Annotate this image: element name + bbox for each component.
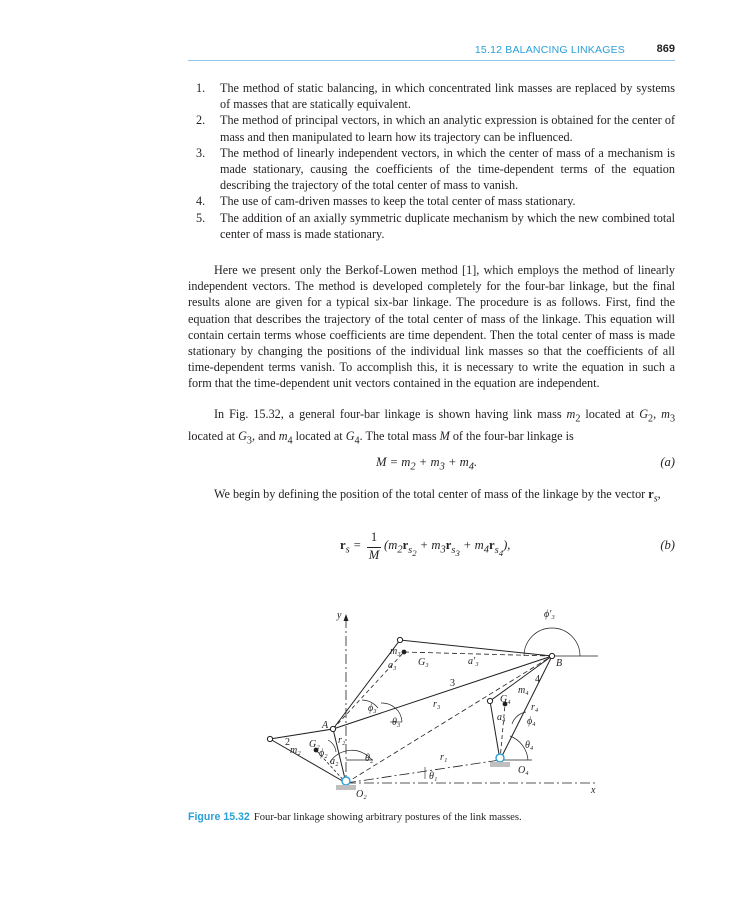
label-r3: r₃ — [433, 699, 441, 710]
caption-label: Figure 15.32 — [188, 811, 250, 823]
label-A: A — [322, 720, 329, 731]
paragraph-vector-def: We begin by defining the position of the total center of mass of the linkage by the vector $r_s$, — [214, 487, 661, 505]
label-r4: r₄ — [531, 702, 539, 713]
label-m2: m₂ — [290, 745, 301, 756]
link-4 — [490, 656, 552, 760]
equation-tag: (a) — [660, 455, 675, 469]
diagonal-dashed — [346, 656, 552, 783]
list-item: 2. The method of principal vectors, in which an analytic expression is obtained for the center of mass and then manipulated to learn how its trajectory can be influenced. — [196, 113, 675, 144]
label-O4: O₄ — [518, 765, 529, 776]
label-y: y — [337, 610, 342, 621]
paragraph-fig-intro: In Fig. 15.32, a general four-bar linkage is shown having link mass $m_2$ located at $G_2$, $m_3$ located at $G_3$, and $m_4$ located at $G_4$. The total mass M of the four-bar linkage is — [188, 407, 676, 447]
label-phi2: ϕ₂ — [319, 748, 328, 759]
list-item: 5. The addition of an axially symmetric duplicate mechanism by which the new combined total center of mass is made stationary. — [196, 210, 675, 241]
ground-O4 — [490, 762, 510, 767]
joint-link4 — [487, 698, 492, 703]
joint-top — [397, 637, 402, 642]
joint-left — [267, 736, 272, 741]
arc-phi2 — [328, 740, 336, 752]
section-title: 15.12 BALANCING LINKAGES — [474, 44, 625, 56]
label-G4: G₄ — [500, 694, 511, 705]
label-G2: G₂ — [309, 739, 320, 750]
label-theta4: θ₄ — [525, 740, 534, 751]
label-a2: a₂ — [330, 756, 339, 767]
label-a4: a₄ — [497, 712, 506, 723]
y-axis-arrow — [344, 614, 349, 621]
label-theta3: θ₃ — [392, 717, 401, 728]
pivot-O2 — [342, 777, 350, 785]
label-phi3: ϕ₃ — [368, 703, 377, 714]
label-m3: m₃ — [390, 646, 401, 657]
list-item: 1. The method of static balancing, in which concentrated link masses are replaced by systems of masses that are statically equivalent. — [196, 81, 675, 112]
label-a3-prime: a′₃ — [468, 656, 479, 667]
label-r2: r₂ — [338, 735, 346, 746]
joint-A — [330, 726, 335, 731]
page-number: 869 — [656, 43, 675, 55]
label-phi4: ϕ₄ — [527, 716, 536, 727]
label-O2: O₂ — [356, 789, 367, 800]
label-theta1: θ₁ — [429, 771, 438, 782]
label-r1: r₁ — [440, 752, 448, 763]
list-item: 3. The method of linearly independent vectors, in which the center of mass of a mechanism is made stationary, causing the coefficients of the time-dependent terms of the equation describing the trajectory of the total center of mass to vanish. — [196, 145, 675, 193]
label-link-4: 4 — [535, 674, 540, 685]
label-link-3: 3 — [450, 678, 455, 689]
label-x: x — [591, 785, 596, 796]
label-G3: G₃ — [418, 657, 429, 668]
label-theta2: θ₂ — [365, 753, 374, 764]
mass-center-G3 — [402, 650, 407, 655]
list-item: 4. The use of cam-driven masses to keep the total center of mass stationary. — [196, 194, 576, 209]
equation-b: $r_s$ = 1 M $(m_2r_{s_2} + m_3r_{s_3} + m_4r_{s_4})$, (b) — [340, 530, 675, 562]
label-B: B — [556, 658, 563, 669]
pivot-O4 — [496, 754, 504, 762]
paragraph-berkof-lowen: Here we present only the Berkof-Lowen method [1], which employs the method of linearly independent vectors. The method is developed completely for the four-bar linkage, but the final results alone are given for a typical six-bar linkage. The procedure is as follows. First, find the equation that describes the trajectory of the total center of mass of the linkage. This equation will contain certain terms whose coefficients are time dependent. Then the total center of mass is made stationary by changing the positions of the individual link masses so that the coefficients of all time-dependent terms vanish. To accomplish this, it is necessary to write the equation in such a form that the time-dependent unit vectors contained in the equation are independent. — [188, 263, 675, 391]
arc-phi3-prime — [524, 628, 580, 656]
label-a3: a₃ — [388, 660, 397, 671]
caption-text: Four-bar linkage showing arbitrary postures of the link masses. — [253, 812, 522, 823]
label-phi3-prime: ϕ′₃ — [544, 609, 555, 620]
label-link-2: 2 — [285, 737, 290, 748]
figure-caption — [188, 811, 522, 823]
label-m4: m₄ — [518, 685, 529, 696]
equation-tag: (b) — [660, 538, 675, 552]
joint-B — [549, 653, 554, 658]
ground-O2 — [336, 785, 356, 790]
